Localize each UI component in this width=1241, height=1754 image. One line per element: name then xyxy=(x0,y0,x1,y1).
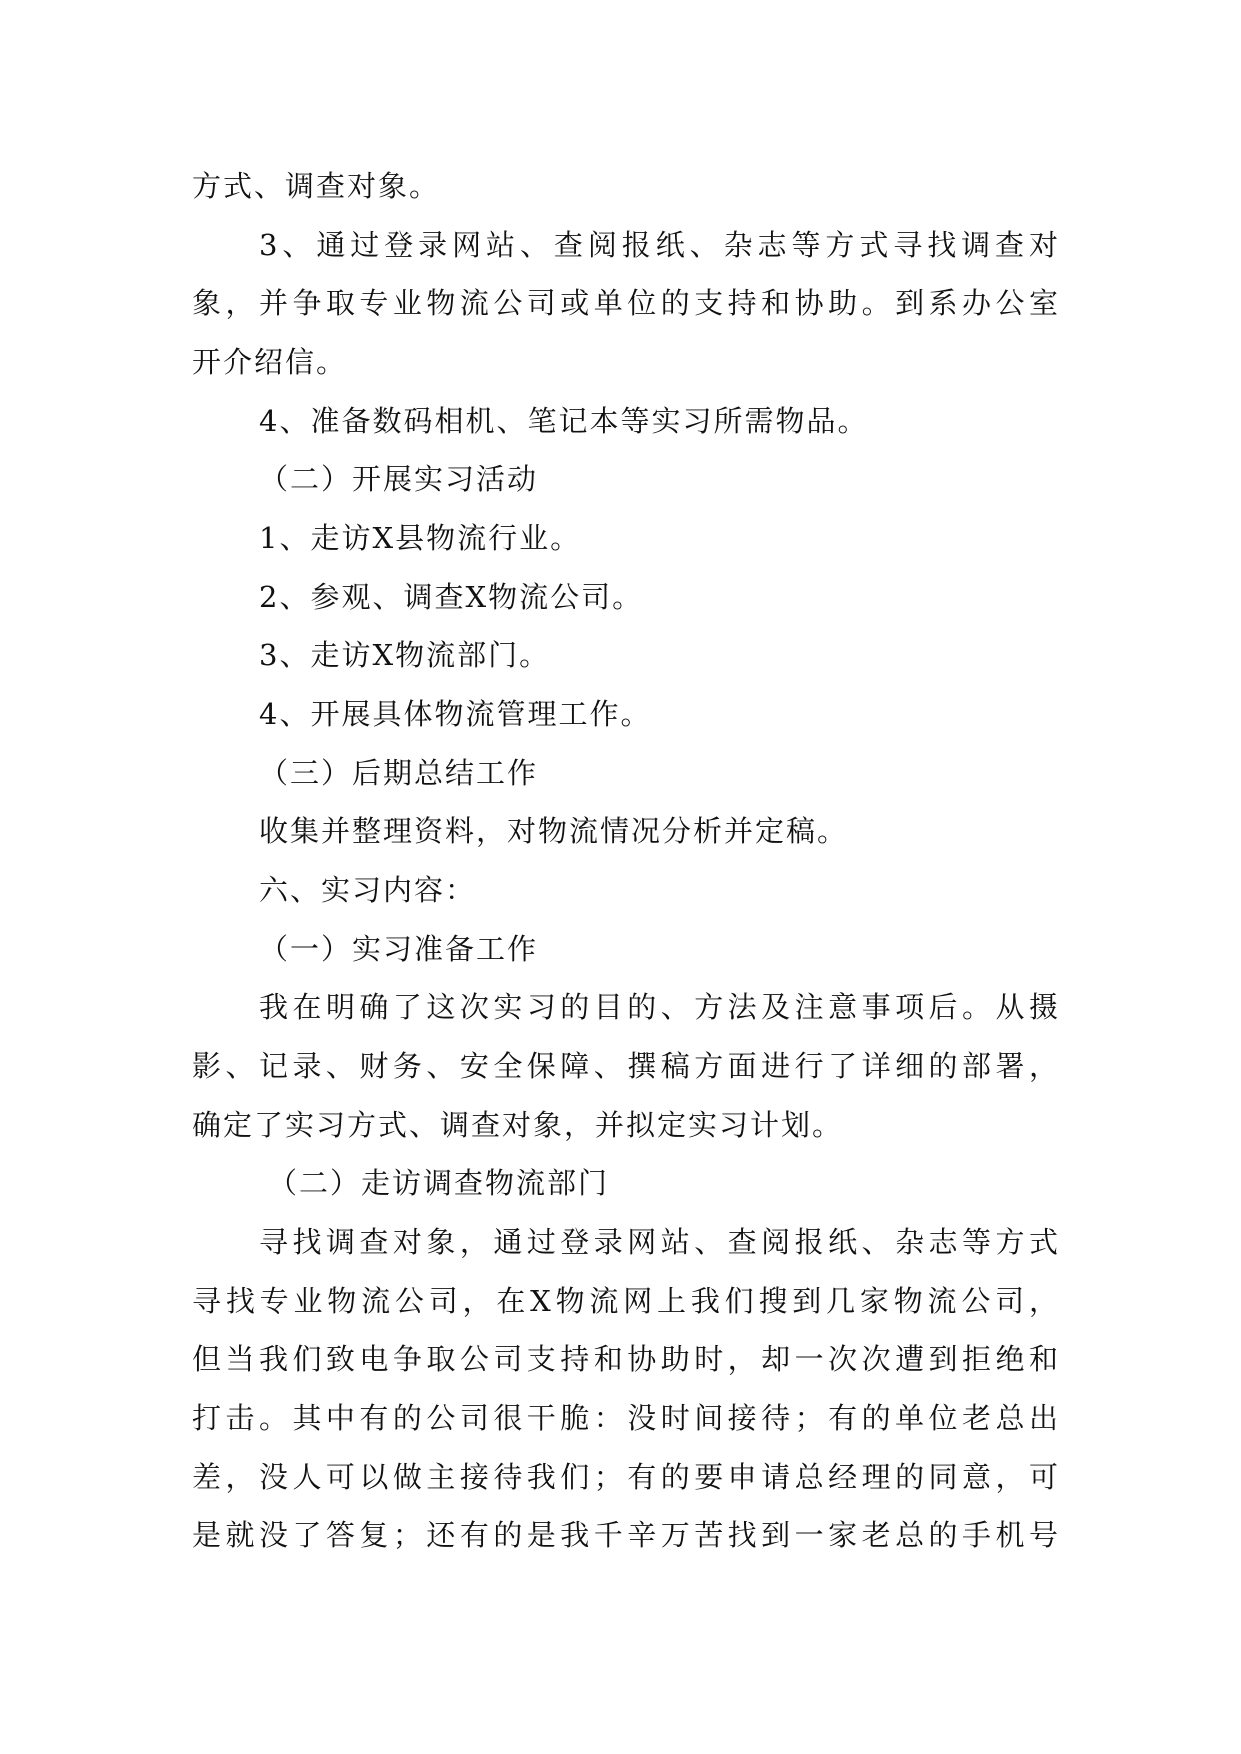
section-heading: （三）后期总结工作 xyxy=(259,756,539,790)
text-line: 方式、调查对象。 xyxy=(192,169,441,203)
section-heading: （一）实习准备工作 xyxy=(259,932,539,966)
text-line: 打击。其中有的公司很干脆：没时间接待；有的单位老总出 xyxy=(192,1401,1060,1435)
text-line: 收集并整理资料，对物流情况分析并定稿。 xyxy=(259,814,849,848)
text-line: 寻找调查对象，通过登录网站、查阅报纸、杂志等方式 xyxy=(259,1225,1060,1259)
text-line: 确定了实习方式、调查对象，并拟定实习计划。 xyxy=(192,1108,844,1142)
section-heading: （二）走访调查物流部门 xyxy=(268,1166,610,1200)
text-line: 2、参观、调查X物流公司。 xyxy=(259,580,644,614)
text-line: 寻找专业物流公司，在X物流网上我们搜到几家物流公司， xyxy=(192,1284,1060,1318)
text-line: 差，没人可以做主接待我们；有的要申请总经理的同意，可 xyxy=(192,1460,1060,1494)
text-line: 3、通过登录网站、查阅报纸、杂志等方式寻找调查对 xyxy=(259,228,1060,262)
text-line: 影、记录、财务、安全保障、撰稿方面进行了详细的部署， xyxy=(192,1049,1060,1083)
text-line: 我在明确了这次实习的目的、方法及注意事项后。从摄 xyxy=(259,990,1060,1024)
text-line: 4、准备数码相机、笔记本等实习所需物品。 xyxy=(259,404,869,438)
section-heading: （二）开展实习活动 xyxy=(259,462,539,496)
text-line: 4、开展具体物流管理工作。 xyxy=(259,697,652,731)
text-line: 但当我们致电争取公司支持和协助时，却一次次遭到拒绝和 xyxy=(192,1342,1060,1376)
text-line: 是就没了答复；还有的是我千辛万苦找到一家老总的手机号 xyxy=(192,1518,1060,1552)
text-line: 开介绍信。 xyxy=(192,345,348,379)
section-heading: 六、实习内容： xyxy=(259,873,477,907)
text-line: 1、走访X县物流行业。 xyxy=(259,521,582,555)
text-line: 象，并争取专业物流公司或单位的支持和协助。到系办公室 xyxy=(192,286,1060,320)
text-line: 3、走访X物流部门。 xyxy=(259,638,551,672)
